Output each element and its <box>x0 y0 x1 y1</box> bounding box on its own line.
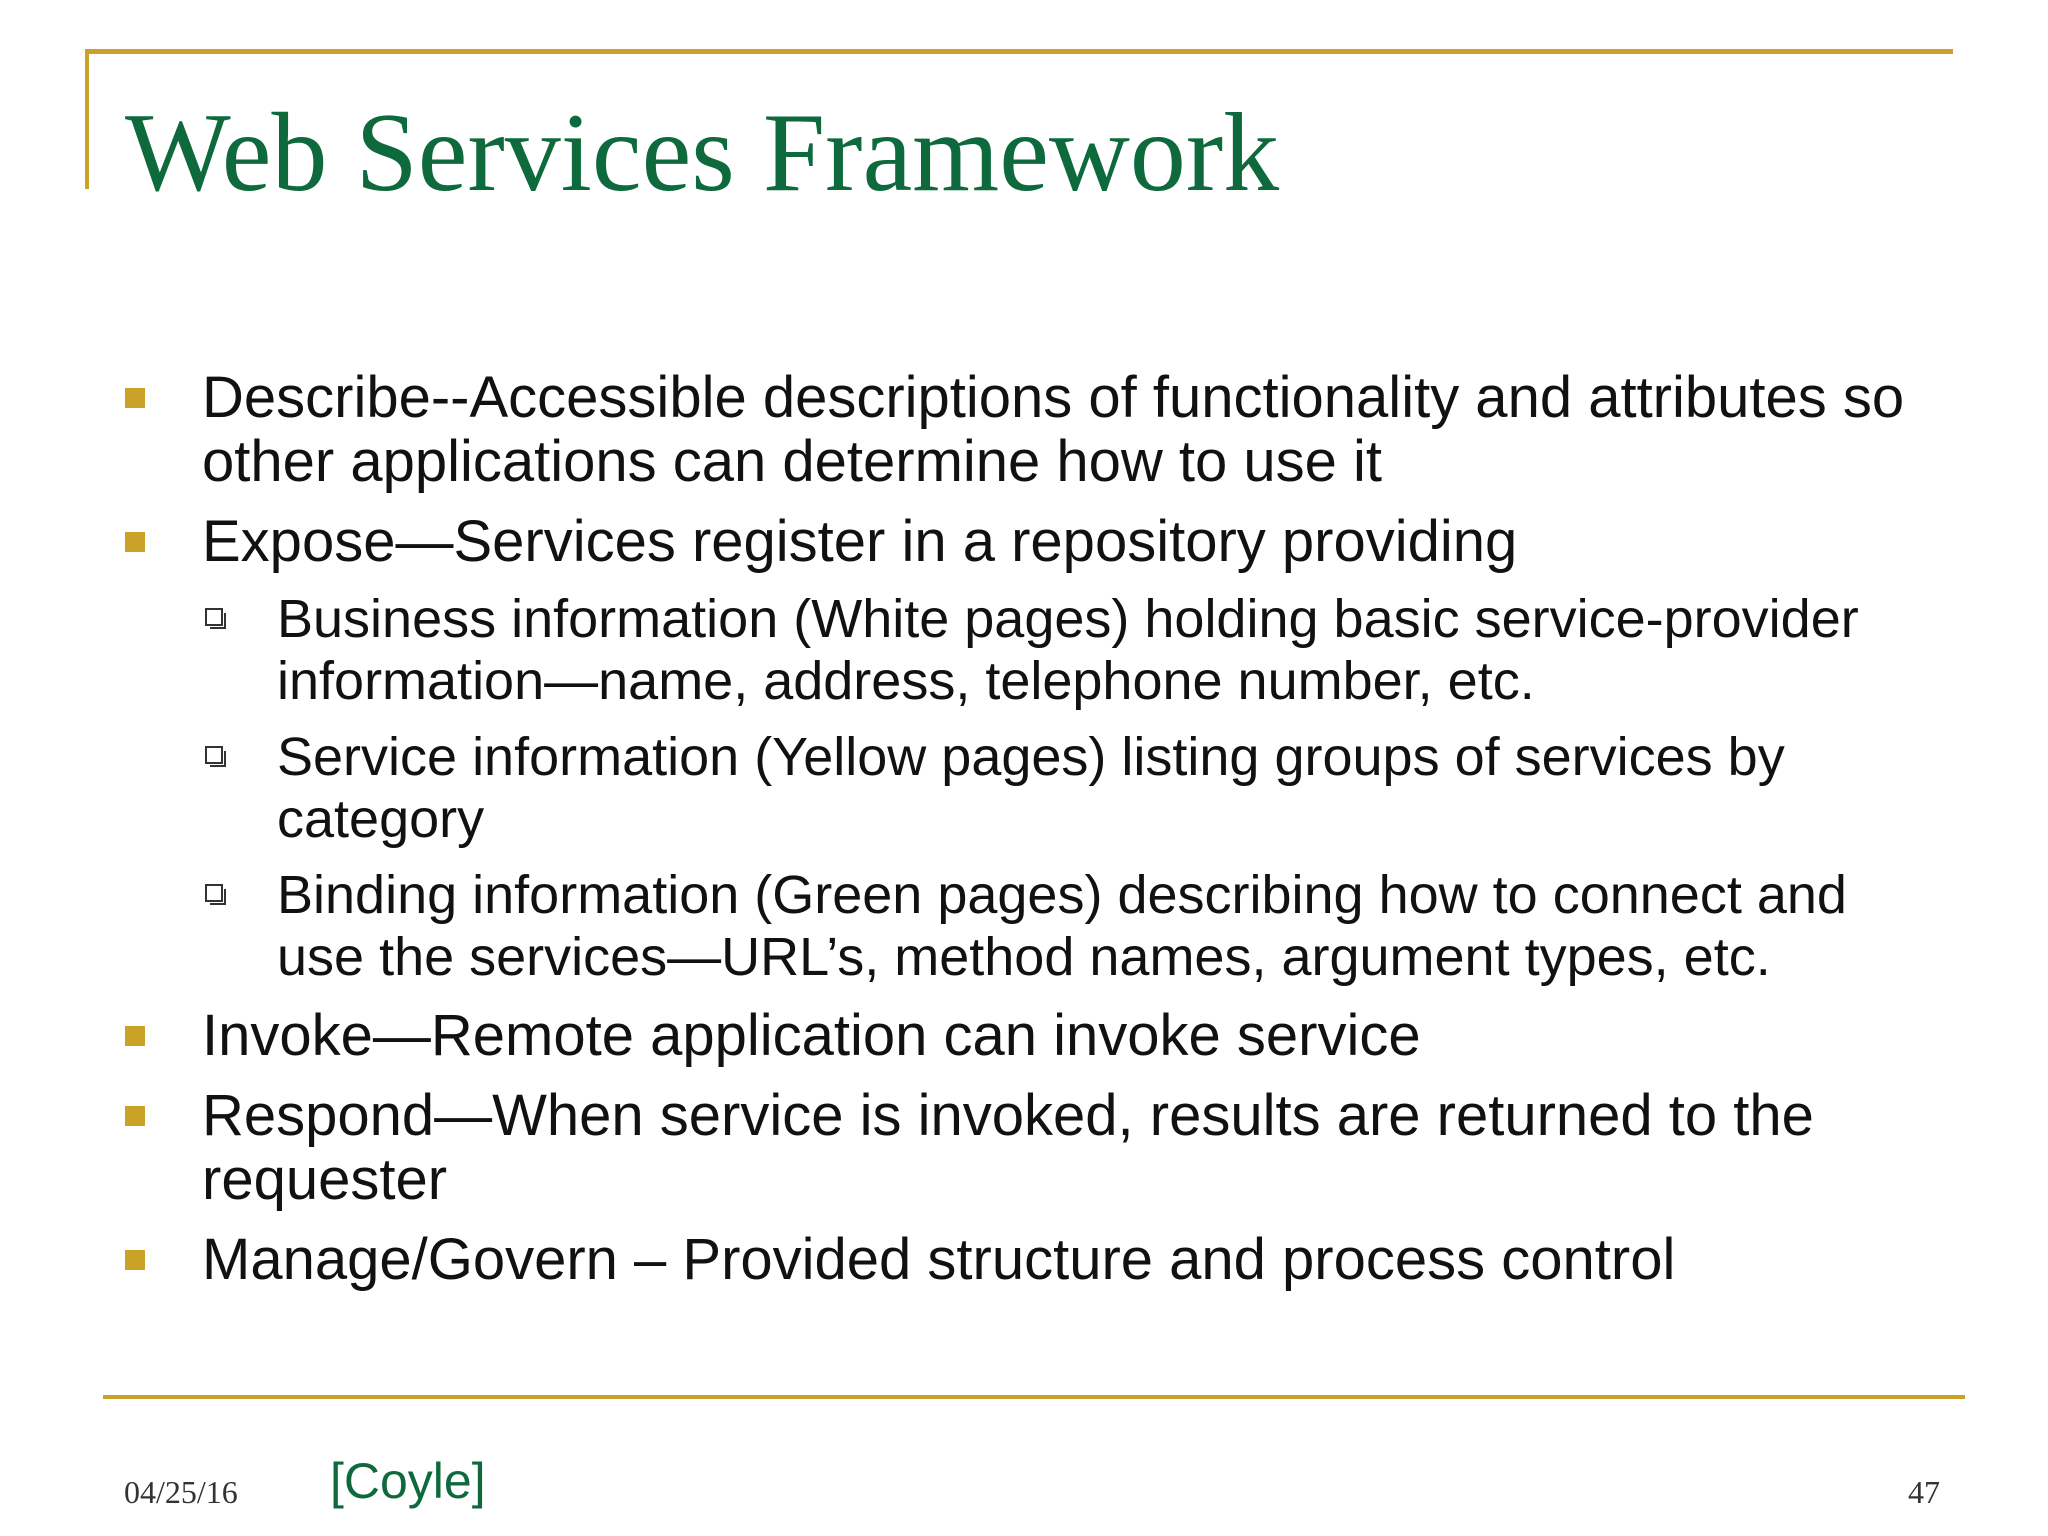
bullet-respond <box>125 1084 1925 1212</box>
sub-bullet-binding <box>205 864 1925 988</box>
square-bullet-icon <box>125 1026 145 1046</box>
bullet-text: Describe--Accessible descriptions of functionality and attributes so other applications can determine how to use it <box>202 365 1905 494</box>
bullet-text: Manage/Govern – Provided structure and process control <box>202 1227 1676 1292</box>
footer-citation: [Coyle] <box>330 1453 486 1509</box>
square-bullet-icon <box>125 388 145 408</box>
bullet-text: Expose—Services register in a repository providing <box>202 509 1518 574</box>
bullet-describe <box>125 366 1925 494</box>
bottom-border-line <box>103 1395 1965 1399</box>
bullet-text: Respond—When service is invoked, results are returned to the requester <box>202 1083 1814 1212</box>
sub-bullet-text: Business information (White pages) holding basic service-provider information—name, address, telephone number, etc. <box>277 589 1859 711</box>
checkbox-bullet-icon <box>205 608 223 626</box>
square-bullet-icon <box>125 1106 145 1126</box>
sub-bullet-business <box>205 588 1925 712</box>
square-bullet-icon <box>125 1250 145 1270</box>
bullet-list <box>125 366 1925 1292</box>
square-bullet-icon <box>125 532 145 552</box>
footer-date: 04/25/16 <box>124 1474 238 1510</box>
checkbox-bullet-icon <box>205 884 223 902</box>
bullet-manage <box>125 1228 1925 1292</box>
slide-title: Web Services Framework <box>125 91 1280 215</box>
bullet-expose <box>125 510 1925 574</box>
sub-bullet-text: Service information (Yellow pages) listing groups of services by category <box>277 727 1785 849</box>
checkbox-bullet-icon <box>205 746 223 764</box>
bullet-invoke <box>125 1004 1925 1068</box>
sub-bullet-service <box>205 726 1925 850</box>
top-border-line <box>85 49 1953 54</box>
page-number: 47 <box>1908 1474 1940 1510</box>
sub-bullet-text: Binding information (Green pages) describing how to connect and use the services—URL’s, method names, argument types, etc. <box>277 865 1847 987</box>
left-border-line <box>85 49 89 189</box>
bullet-text: Invoke—Remote application can invoke service <box>202 1003 1421 1068</box>
